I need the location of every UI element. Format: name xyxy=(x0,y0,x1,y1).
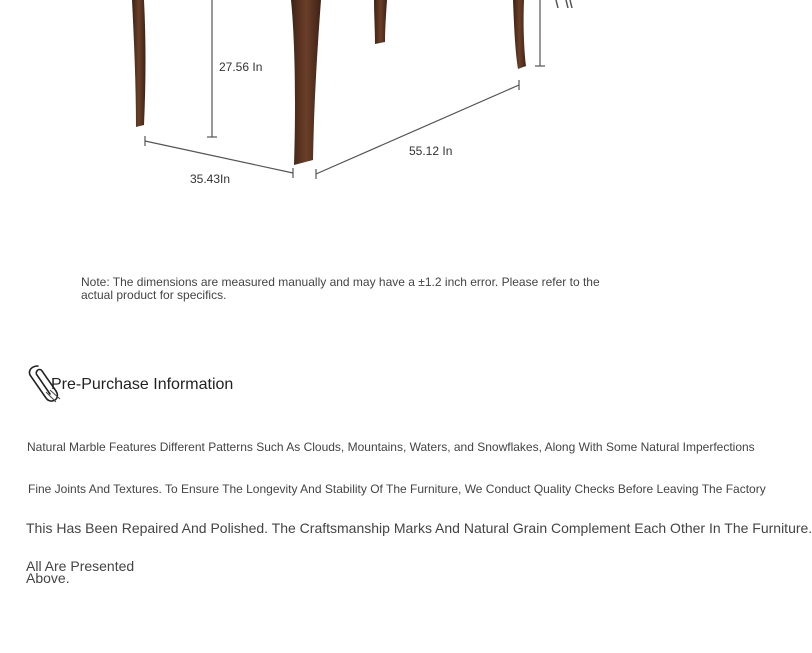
info-paragraph-4: All Are Presented Above. xyxy=(26,558,135,586)
table-leg-front-left xyxy=(132,0,146,127)
info-paragraph-3: This Has Been Repaired And Polished. The Craftsmanship Marks And Natural Grain Complement Each Other In The Furniture. xyxy=(26,520,812,536)
length-line xyxy=(316,85,519,174)
dimension-note: Note: The dimensions are measured manually and may have a ±1.2 inch error. Please refer to the actual product for specifics. xyxy=(81,275,600,302)
partial-object-right xyxy=(556,0,572,8)
info-paragraph-2: Fine Joints And Textures. To Ensure The Longevity And Stability Of The Furniture, We Conduct Quality Checks Before Leaving The Factory xyxy=(28,482,766,496)
length-label: 55.12 In xyxy=(409,144,453,158)
table-leg-back-center xyxy=(374,0,387,44)
pre-purchase-header xyxy=(26,364,286,404)
section-title: Pre-Purchase Information xyxy=(51,376,234,393)
table-leg-back-right xyxy=(513,0,526,69)
width-label: 35.43In xyxy=(190,172,231,186)
info-paragraph-1: Natural Marble Features Different Patterns Such As Clouds, Mountains, Waters, and Snowflakes, Along With Some Natural Imperfections xyxy=(27,440,755,454)
height-label: 27.56 In xyxy=(219,60,263,74)
dimension-diagram xyxy=(0,0,720,200)
width-line xyxy=(145,141,293,173)
table-leg-front-center xyxy=(291,0,321,165)
